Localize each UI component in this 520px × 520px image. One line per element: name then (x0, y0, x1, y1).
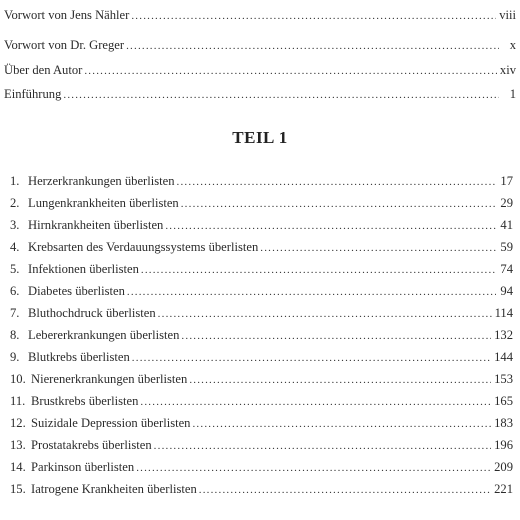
dot-leader (260, 239, 496, 257)
chapter-page: 59 (500, 240, 513, 254)
part-heading: TEIL 1 (232, 128, 288, 147)
chapter-number: 10. (10, 372, 26, 386)
chapter-page: 114 (494, 306, 513, 320)
dot-leader (189, 371, 491, 389)
chapter-title: Lungenkrankheiten überlisten (28, 196, 179, 210)
dot-leader (126, 37, 499, 55)
chapter-title: Blutkrebs überlisten (28, 350, 130, 364)
chapter-title: Bluthochdruck überlisten (28, 306, 156, 320)
chapter-number: 1. (10, 174, 20, 188)
chapter-entry (10, 172, 513, 190)
toc-entry-page: xiv (499, 63, 516, 77)
chapter-entry (10, 194, 513, 212)
chapter-number: 9. (10, 350, 20, 364)
chapter-title: Parkinson überlisten (31, 460, 135, 474)
dot-leader (192, 415, 491, 433)
chapter-page: 165 (494, 394, 513, 408)
chapter-page: 74 (500, 262, 513, 276)
toc-entry-page: viii (499, 8, 516, 22)
chapter-entry (10, 304, 513, 322)
chapter-entry (10, 238, 513, 256)
chapter-entry (10, 282, 513, 300)
chapter-entry (10, 480, 513, 498)
toc-entry-title: Vorwort von Jens Nähler (4, 8, 130, 22)
dot-leader (165, 217, 496, 235)
toc-entry-ueber-den-autor (4, 61, 516, 79)
dot-leader (158, 305, 492, 323)
chapter-title: Hirnkrankheiten überlisten (28, 218, 164, 232)
chapter-page: 17 (500, 174, 513, 188)
chapter-entry (10, 392, 513, 410)
chapter-number: 8. (10, 328, 20, 342)
chapter-title: Brustkrebs überlisten (31, 394, 139, 408)
dot-leader (154, 437, 491, 455)
dot-leader (127, 283, 496, 301)
dot-leader (141, 261, 496, 279)
chapter-page: 94 (500, 284, 513, 298)
dot-leader (132, 349, 491, 367)
chapter-page: 29 (500, 196, 513, 210)
dot-leader (136, 459, 491, 477)
chapter-number: 4. (10, 240, 20, 254)
chapter-page: 144 (494, 350, 513, 364)
chapter-page: 153 (494, 372, 513, 386)
chapter-number: 3. (10, 218, 20, 232)
chapter-number: 11. (10, 394, 26, 408)
chapter-title: Herzerkrankungen überlisten (28, 174, 175, 188)
chapter-title: Suizidale Depression überlisten (31, 416, 191, 430)
chapter-entry (10, 326, 513, 344)
chapter-page: 209 (494, 460, 513, 474)
toc-entry-page: x (509, 38, 516, 52)
toc-entry-title: Über den Autor (4, 63, 83, 77)
chapter-number: 14. (10, 460, 26, 474)
chapter-page: 132 (494, 328, 513, 342)
toc-entry-vorwort-greger (4, 36, 516, 54)
chapter-page: 221 (494, 482, 513, 496)
chapter-entry (10, 216, 513, 234)
dot-leader (84, 62, 497, 80)
toc-entry-einfuehrung (4, 85, 516, 103)
chapter-title: Iatrogene Krankheiten überlisten (31, 482, 197, 496)
chapter-entry (10, 436, 513, 454)
chapter-entry (10, 370, 513, 388)
chapter-page: 183 (494, 416, 513, 430)
chapter-page: 41 (500, 218, 513, 232)
chapter-number: 15. (10, 482, 26, 496)
chapter-entry (10, 458, 513, 476)
chapter-page: 196 (494, 438, 513, 452)
chapter-title: Nierenerkrankungen überlisten (31, 372, 188, 386)
chapter-title: Krebsarten des Verdauungssystems überlisten (28, 240, 259, 254)
toc-entry-page: 1 (509, 87, 516, 101)
dot-leader (181, 195, 496, 213)
chapter-number: 12. (10, 416, 26, 430)
dot-leader (177, 173, 496, 191)
chapter-entry (10, 348, 513, 366)
toc-entry-vorwort-naehler (4, 6, 516, 24)
dot-leader (181, 327, 491, 345)
dot-leader (63, 86, 499, 104)
chapter-entry (10, 260, 513, 278)
chapter-number: 13. (10, 438, 26, 452)
chapter-title: Prostatakrebs überlisten (31, 438, 152, 452)
chapter-title: Lebererkrankungen überlisten (28, 328, 180, 342)
chapter-number: 2. (10, 196, 20, 210)
dot-leader (131, 7, 496, 25)
chapter-number: 6. (10, 284, 20, 298)
chapter-title: Infektionen überlisten (28, 262, 139, 276)
dot-leader (199, 481, 491, 499)
chapter-entry (10, 414, 513, 432)
chapter-title: Diabetes überlisten (28, 284, 125, 298)
toc-entry-title: Einführung (4, 87, 62, 101)
toc-entry-title: Vorwort von Dr. Greger (4, 38, 125, 52)
chapter-number: 5. (10, 262, 20, 276)
chapter-number: 7. (10, 306, 20, 320)
dot-leader (140, 393, 491, 411)
